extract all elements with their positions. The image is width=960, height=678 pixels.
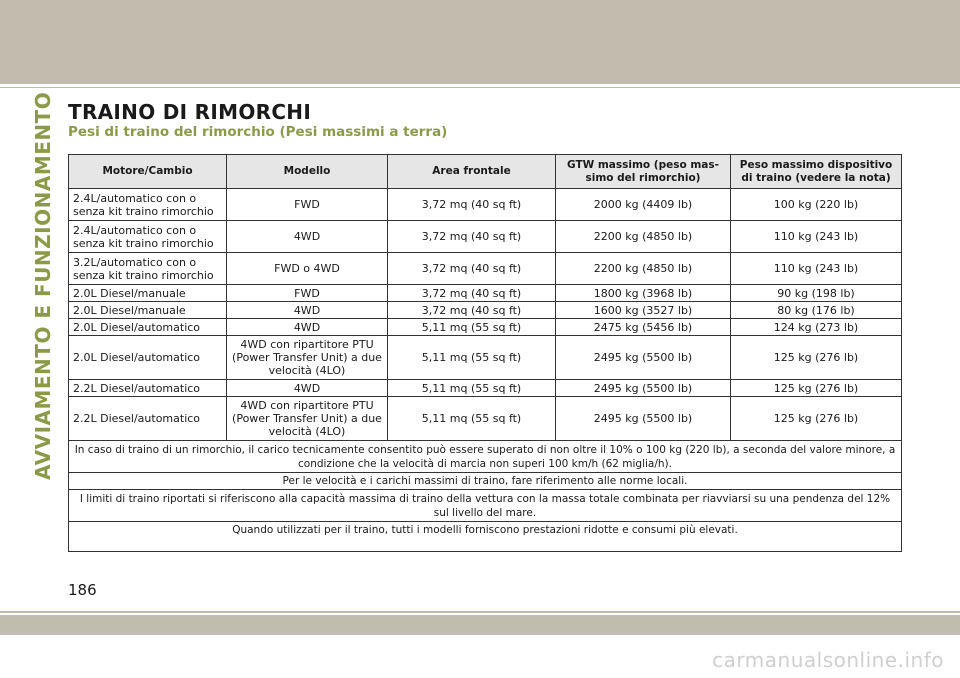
watermark: carmanualsonline.info (712, 648, 944, 672)
footer-band (0, 615, 960, 635)
engine-cell: 3.2L/automatico con o senza kit traino rimorchio (69, 253, 227, 285)
gtw-cell: 2495 kg (5500 lb) (556, 380, 731, 397)
frontal-area-cell: 3,72 mq (40 sq ft) (388, 189, 556, 221)
table-note: Quando utilizzati per il traino, tutti i modelli forniscono prestazioni ridotte e consumi più elevati. (69, 522, 902, 552)
column-header: Motore/Cambio (69, 155, 227, 189)
gtw-cell: 2475 kg (5456 lb) (556, 319, 731, 336)
header-rule (0, 87, 960, 88)
footer-rule (0, 611, 960, 613)
engine-cell: 2.4L/automatico con o senza kit traino rimorchio (69, 189, 227, 221)
frontal-area-cell: 5,11 mq (55 sq ft) (388, 336, 556, 380)
model-cell: FWD o 4WD (227, 253, 388, 285)
tongue-weight-cell: 100 kg (220 lb) (731, 189, 902, 221)
column-header: GTW massimo (peso mas-simo del rimorchio) (556, 155, 731, 189)
column-header: Peso massimo dispositivo di traino (vedere la nota) (731, 155, 902, 189)
gtw-cell: 2200 kg (4850 lb) (556, 221, 731, 253)
tongue-weight-cell: 90 kg (198 lb) (731, 285, 902, 302)
table-row (69, 221, 902, 253)
tongue-weight-cell: 125 kg (276 lb) (731, 380, 902, 397)
gtw-cell: 2495 kg (5500 lb) (556, 336, 731, 380)
model-cell: 4WD (227, 380, 388, 397)
frontal-area-cell: 5,11 mq (55 sq ft) (388, 397, 556, 441)
table-row (69, 253, 902, 285)
model-cell: 4WD con ripartitore PTU (Power Transfer Unit) a due velocità (4LO) (227, 397, 388, 441)
table-note-row (69, 522, 902, 552)
table-row (69, 319, 902, 336)
engine-cell: 2.4L/automatico con o senza kit traino rimorchio (69, 221, 227, 253)
engine-cell: 2.2L Diesel/automatico (69, 380, 227, 397)
engine-cell: 2.0L Diesel/automatico (69, 336, 227, 380)
table-row (69, 336, 902, 380)
tongue-weight-cell: 110 kg (243 lb) (731, 221, 902, 253)
tongue-weight-cell: 125 kg (276 lb) (731, 397, 902, 441)
page-title: TRAINO DI RIMORCHI (68, 100, 312, 124)
gtw-cell: 2495 kg (5500 lb) (556, 397, 731, 441)
table-row (69, 285, 902, 302)
column-header: Modello (227, 155, 388, 189)
section-label: AVVIAMENTO E FUNZIONAMENTO (31, 91, 55, 480)
frontal-area-cell: 3,72 mq (40 sq ft) (388, 221, 556, 253)
frontal-area-cell: 5,11 mq (55 sq ft) (388, 380, 556, 397)
table-note-row (69, 490, 902, 522)
tongue-weight-cell: 110 kg (243 lb) (731, 253, 902, 285)
model-cell: 4WD (227, 319, 388, 336)
tongue-weight-cell: 125 kg (276 lb) (731, 336, 902, 380)
gtw-cell: 2200 kg (4850 lb) (556, 253, 731, 285)
engine-cell: 2.0L Diesel/automatico (69, 319, 227, 336)
table-row (69, 380, 902, 397)
engine-cell: 2.0L Diesel/manuale (69, 302, 227, 319)
table-note: Per le velocità e i carichi massimi di traino, fare riferimento alle norme locali. (69, 473, 902, 490)
tongue-weight-cell: 80 kg (176 lb) (731, 302, 902, 319)
frontal-area-cell: 3,72 mq (40 sq ft) (388, 253, 556, 285)
model-cell: FWD (227, 285, 388, 302)
gtw-cell: 2000 kg (4409 lb) (556, 189, 731, 221)
table-note-row (69, 441, 902, 473)
section-side-tab (26, 91, 60, 480)
table-row (69, 189, 902, 221)
gtw-cell: 1600 kg (3527 lb) (556, 302, 731, 319)
header-band (0, 0, 960, 84)
table-note-row (69, 473, 902, 490)
column-header: Area frontale (388, 155, 556, 189)
table-header-row (69, 155, 902, 189)
engine-cell: 2.0L Diesel/manuale (69, 285, 227, 302)
page-subtitle: Pesi di traino del rimorchio (Pesi massimi a terra) (68, 124, 448, 140)
frontal-area-cell: 5,11 mq (55 sq ft) (388, 319, 556, 336)
tongue-weight-cell: 124 kg (273 lb) (731, 319, 902, 336)
table-note: In caso di traino di un rimorchio, il carico tecnicamente consentito può essere superato di non oltre il 10% o 100 kg (220 lb), a seconda del valore minore, a condizione che la velocità di marcia non superi 100 km/h (62 miglia/h). (69, 441, 902, 473)
model-cell: 4WD (227, 221, 388, 253)
towing-weights-table (68, 154, 902, 552)
table-note: I limiti di traino riportati si riferiscono alla capacità massima di traino della vettura con la massa totale combinata per riavviarsi su una pendenza del 12% sul livello del mare. (69, 490, 902, 522)
table-row (69, 302, 902, 319)
model-cell: FWD (227, 189, 388, 221)
model-cell: 4WD (227, 302, 388, 319)
engine-cell: 2.2L Diesel/automatico (69, 397, 227, 441)
gtw-cell: 1800 kg (3968 lb) (556, 285, 731, 302)
frontal-area-cell: 3,72 mq (40 sq ft) (388, 285, 556, 302)
page-number: 186 (68, 581, 97, 599)
table-row (69, 397, 902, 441)
frontal-area-cell: 3,72 mq (40 sq ft) (388, 302, 556, 319)
model-cell: 4WD con ripartitore PTU (Power Transfer Unit) a due velocità (4LO) (227, 336, 388, 380)
